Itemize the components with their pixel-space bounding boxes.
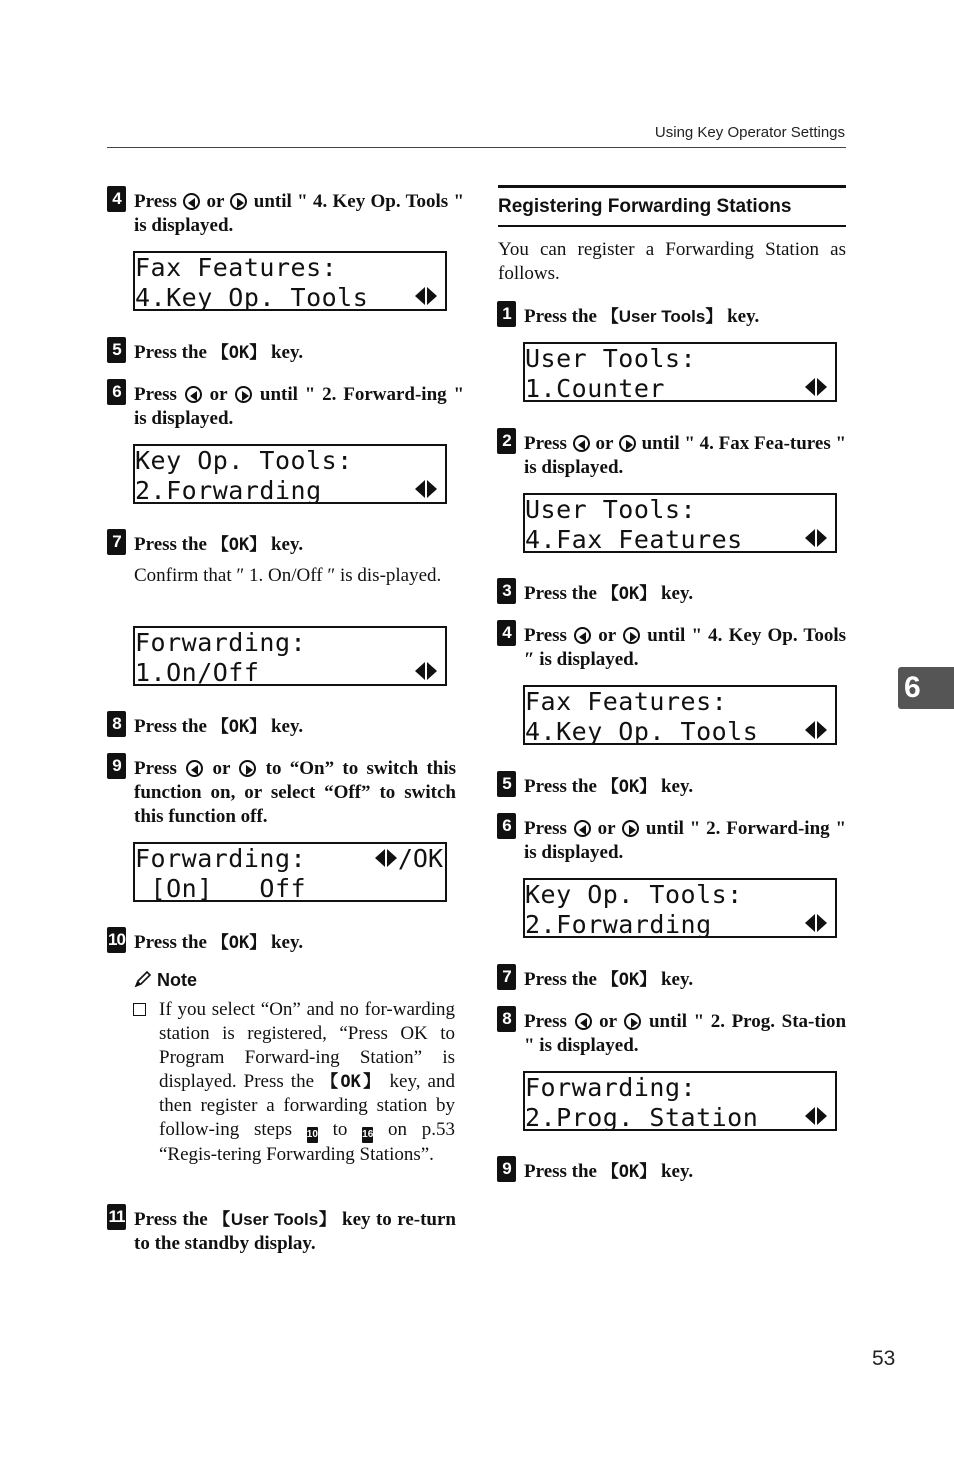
lcd-line-2: 4.Key Op. Tools xyxy=(525,717,759,746)
lcd-line-2: 2.Prog. Station xyxy=(525,1103,759,1132)
right-arrow-key-icon xyxy=(624,1013,641,1030)
step-text: Press the xyxy=(524,306,602,327)
left-right-arrows-icon xyxy=(805,912,829,934)
lcd-line-1: Forwarding: xyxy=(135,844,307,873)
lcd-line-2: [On] Off xyxy=(135,874,307,903)
right-arrow-key-icon xyxy=(619,435,636,452)
step-text: Press the xyxy=(524,583,602,604)
lcd-line-2: 1.Counter xyxy=(525,374,665,403)
right-step-8 xyxy=(502,1009,847,1058)
step-instruction xyxy=(524,582,846,606)
step-instruction xyxy=(134,715,464,739)
lcd-line-1: Forwarding: xyxy=(135,628,307,657)
step-text: Press the xyxy=(134,716,212,737)
step-instruction xyxy=(524,624,846,672)
left-step-7 xyxy=(112,532,464,557)
step-text: or xyxy=(206,191,225,212)
step-number-badge: 4 xyxy=(107,186,126,212)
step-text: Press xyxy=(524,818,567,839)
lcd-line-2: 2.Forwarding xyxy=(525,910,712,939)
left-step-4 xyxy=(112,189,465,238)
step-instruction xyxy=(524,305,846,329)
left-arrow-key-icon xyxy=(574,820,591,837)
ok-key-label: 【OK】 xyxy=(601,777,657,797)
step-text: to “On” to switch this function on, or select “Off” to switch this function off. xyxy=(134,758,457,827)
lcd-display xyxy=(523,342,837,402)
step-text: until " 2. Forward-ing " is displayed. xyxy=(134,384,465,429)
step-number-badge: 8 xyxy=(497,1006,516,1032)
step-instruction xyxy=(134,931,464,955)
lcd-line-1: Key Op. Tools: xyxy=(525,880,743,909)
step-text: key. xyxy=(656,1161,694,1182)
lcd-line-2: 1.On/Off xyxy=(135,658,260,687)
step-text: Press the xyxy=(524,969,602,990)
lcd-ok-indicator: /OK xyxy=(397,844,443,873)
right-step-2 xyxy=(502,431,847,480)
step-number-badge: 11 xyxy=(107,1204,126,1230)
step-text: until " 4. Key Op. Tools ″ is displayed. xyxy=(524,625,847,670)
note-text: to xyxy=(317,1119,363,1140)
lcd-display xyxy=(523,1071,837,1131)
lcd-display xyxy=(133,626,447,686)
lcd-display xyxy=(523,493,837,553)
step-number-badge: 3 xyxy=(497,578,516,604)
step-instruction xyxy=(524,775,846,799)
left-arrow-key-icon xyxy=(185,386,202,403)
right-arrow-key-icon xyxy=(623,627,640,644)
step-number-badge: 5 xyxy=(107,337,126,363)
step-text: Press xyxy=(134,758,177,779)
step-text: key. xyxy=(266,534,304,555)
note-text: on p.53 “Regis-tering Forwarding Stations”. xyxy=(159,1119,456,1165)
step-text: or xyxy=(595,433,614,454)
right-arrow-key-icon xyxy=(235,386,252,403)
step-text: until " 2. Prog. Sta-tion " is displayed. xyxy=(524,1011,847,1056)
running-header: Using Key Operator Settings xyxy=(654,124,845,141)
step-text: Press xyxy=(134,384,177,405)
lcd-line-1: User Tools: xyxy=(525,495,697,524)
left-step-6 xyxy=(112,382,465,431)
step-text: Press xyxy=(524,433,567,454)
step-instruction xyxy=(524,1160,846,1184)
left-arrow-key-icon xyxy=(183,193,200,210)
checkbox-bullet-icon xyxy=(133,1003,146,1016)
lcd-line-1: Key Op. Tools: xyxy=(135,446,353,475)
step-number-badge: 4 xyxy=(497,620,516,646)
left-right-arrows-icon xyxy=(805,1105,829,1127)
right-step-3 xyxy=(502,581,846,606)
step-instruction xyxy=(134,533,464,557)
lcd-display xyxy=(133,842,447,902)
right-step-5 xyxy=(502,774,846,799)
lcd-display xyxy=(523,685,837,745)
ok-key-label: 【OK】 xyxy=(601,970,657,990)
right-arrow-key-icon xyxy=(230,193,247,210)
lcd-display xyxy=(523,878,837,938)
step-instruction xyxy=(134,383,464,431)
left-right-arrows-icon xyxy=(415,478,439,500)
step-ref-badge: 10 xyxy=(307,1127,318,1143)
step-text: Press the xyxy=(134,342,212,363)
step-text: Press the xyxy=(134,932,212,953)
step-text: Press the xyxy=(524,1161,602,1182)
left-step-5 xyxy=(112,340,464,365)
step-text: Press xyxy=(524,625,567,646)
chapter-tab: 6 xyxy=(898,667,954,709)
lcd-display xyxy=(133,251,447,311)
left-right-arrows-icon xyxy=(805,719,829,741)
step-text: key. xyxy=(266,932,304,953)
step-text: Press the xyxy=(134,1209,214,1230)
step-number-badge: 9 xyxy=(497,1156,516,1182)
step-text: Press xyxy=(134,191,177,212)
step-instruction xyxy=(524,1010,846,1058)
left-right-arrows-icon xyxy=(375,847,399,869)
ok-key-label: 【OK】 xyxy=(601,584,657,604)
lcd-display xyxy=(133,444,447,504)
step-text: or xyxy=(599,1011,617,1032)
ok-key-label: 【OK】 xyxy=(211,535,267,555)
step-instruction xyxy=(524,817,846,865)
page-number: 53 xyxy=(872,1347,896,1370)
step-text: Press the xyxy=(134,534,212,555)
lcd-line-2: 4.Key Op. Tools xyxy=(135,283,369,312)
step-number-badge: 10 xyxy=(107,927,126,953)
lcd-line-1: Forwarding: xyxy=(525,1073,697,1102)
step-number-badge: 9 xyxy=(107,753,126,779)
ok-key-label: 【OK】 xyxy=(211,343,267,363)
step-text: or xyxy=(598,625,616,646)
left-right-arrows-icon xyxy=(805,527,829,549)
right-arrow-key-icon xyxy=(622,820,639,837)
step-instruction xyxy=(524,432,846,480)
step-text: Press the xyxy=(524,776,602,797)
note-item xyxy=(159,998,455,1167)
left-step-11 xyxy=(108,1207,456,1256)
note-heading xyxy=(134,970,197,991)
pencil-icon xyxy=(134,970,152,988)
step-number-badge: 7 xyxy=(107,529,126,555)
left-step-8 xyxy=(112,714,464,739)
lcd-line-2: 4.Fax Features xyxy=(525,525,743,554)
left-step-9 xyxy=(112,756,457,829)
step-ref-badge: 16 xyxy=(362,1127,373,1143)
note-text: key, and then register a forwarding station by follow-ing steps xyxy=(159,1071,455,1140)
step-number-badge: 1 xyxy=(497,301,516,327)
step-instruction xyxy=(134,190,464,238)
header-rule xyxy=(107,147,846,148)
left-arrow-key-icon xyxy=(573,435,590,452)
left-step-10 xyxy=(108,930,464,955)
step-instruction xyxy=(524,968,846,992)
step-number-badge: 2 xyxy=(497,428,516,454)
right-arrow-key-icon xyxy=(239,760,256,777)
step-text: or xyxy=(597,818,616,839)
ok-key-label: 【OK】 xyxy=(211,933,267,953)
step-instruction xyxy=(134,757,456,829)
step-body-text: Confirm that ″ 1. On/Off ″ is dis-played. xyxy=(134,565,442,586)
step-text: key. xyxy=(266,716,304,737)
step-number-badge: 5 xyxy=(497,771,516,797)
left-arrow-key-icon xyxy=(186,760,203,777)
intro-text: You can register a Forwarding Station as follows. xyxy=(498,239,846,284)
step-text: key. xyxy=(722,306,760,327)
note-text: If you select “On” and no for-warding station is registered, “Press OK to Program Forward-ing Station” is displayed. Press the xyxy=(159,999,455,1092)
step-text: until " 2. Forward-ing " is displayed. xyxy=(524,818,847,863)
step-text: or xyxy=(209,384,228,405)
step-number-badge: 6 xyxy=(497,813,516,839)
left-right-arrows-icon xyxy=(415,660,439,682)
step-number-badge: 7 xyxy=(497,964,516,990)
right-step-6 xyxy=(502,816,847,865)
lcd-line-1: Fax Features: xyxy=(135,253,338,282)
step-number-badge: 6 xyxy=(107,379,126,405)
step-text: key. xyxy=(656,583,694,604)
step-text: until " 4. Fax Fea-tures " is displayed. xyxy=(524,433,847,478)
left-right-arrows-icon xyxy=(805,376,829,398)
step-text: key. xyxy=(656,776,694,797)
step-text: key to re-turn to the standby display. xyxy=(134,1209,456,1254)
lcd-line-1: Fax Features: xyxy=(525,687,728,716)
ok-key-label: 【OK】 xyxy=(211,717,267,737)
step-text: Press xyxy=(524,1011,567,1032)
step-instruction xyxy=(134,341,464,365)
note-title: Note xyxy=(157,970,197,990)
ok-key-label: 【OK】 xyxy=(601,1162,657,1182)
left-arrow-key-icon xyxy=(575,1013,592,1030)
step-text: until " 4. Key Op. Tools " is displayed. xyxy=(134,191,465,236)
user-tools-key-label: 【User Tools】 xyxy=(601,307,723,326)
left-right-arrows-icon xyxy=(415,285,439,307)
right-step-9 xyxy=(502,1159,846,1184)
left-arrow-key-icon xyxy=(574,627,591,644)
step-text: key. xyxy=(266,342,304,363)
lcd-line-2: 2.Forwarding xyxy=(135,476,322,505)
step-number-badge: 8 xyxy=(107,711,126,737)
step-instruction xyxy=(134,1208,456,1256)
lcd-line-1: User Tools: xyxy=(525,344,697,373)
step-text: key. xyxy=(656,969,694,990)
right-step-7 xyxy=(502,967,846,992)
right-step-1 xyxy=(502,304,846,329)
step-text: or xyxy=(212,758,231,779)
ok-key-label: 【OK】 xyxy=(321,1072,383,1092)
section-title: Registering Forwarding Stations xyxy=(498,185,846,227)
user-tools-key-label: 【User Tools】 xyxy=(213,1210,337,1229)
right-step-4 xyxy=(502,623,847,672)
